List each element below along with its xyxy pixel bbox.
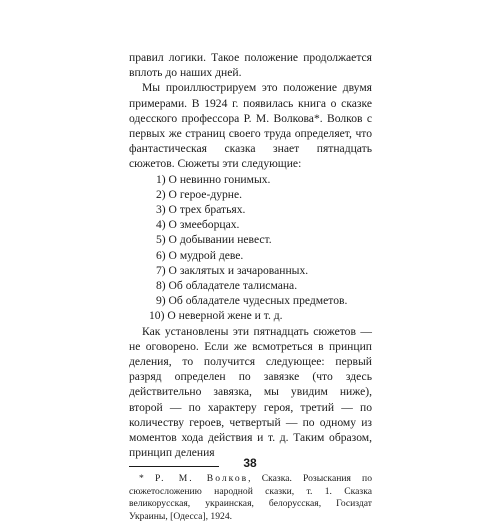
list-item: 5) О добывании невест. (156, 233, 272, 247)
footnote (129, 473, 372, 523)
footnote-author: Р. М. Волков (154, 473, 249, 485)
list-item: 6) О мудрой деве. (156, 248, 244, 262)
list-item: 10) О неверной жене и т. д. (149, 309, 283, 323)
list-item: 8) Об обладателе талисмана. (156, 279, 298, 293)
page-number: 38 (243, 456, 257, 470)
footnote-text: , Сказка. Розыскания по сюжетосложению народной сказки, т. 1. Сказка великорусская, украинская, белорусская, Госиздат Украины, [Одесса], 1924. (129, 473, 372, 522)
list-item: 4) О змееборцах. (156, 218, 240, 232)
list-item: 3) О трех братьях. (156, 203, 246, 217)
list-item: 7) О заклятых и зачарованных. (156, 263, 309, 277)
list-item: 9) Об обладателе чудесных предметов. (156, 294, 348, 308)
paragraph-volkov-intro: Мы проиллюстрируем это положение двумя примерами. В 1924 г. появилась книга о сказке одесского профессора Р. М. Волкова*. Волков с первых же страниц своего труда определяет, что фантастическая сказка знает пятнадцать сюжетов. Сюжеты эти следующие: (129, 81, 372, 171)
paragraph-classification: Как установлены эти пятнадцать сюжетов — не оговорено. Если же всмотреться в принцип деления, то получится следующее: первый разряд определен по завязке (что здесь действительно завязка, мы увидим ниже), второй — по характеру героя, третий — по количеству героев, четвертый — по одному из моментов хода действия и т. д. Таким образом, принцип деления (129, 324, 372, 460)
plot-list (129, 172, 372, 324)
footnote-marker: * (139, 473, 144, 485)
book-page (129, 50, 372, 523)
list-item: 2) О герое-дурне. (156, 187, 243, 201)
paragraph-continuation: правил логики. Такое положение продолжается вплоть до наших дней. (129, 51, 372, 80)
list-item: 1) О невинно гонимых. (156, 172, 271, 186)
